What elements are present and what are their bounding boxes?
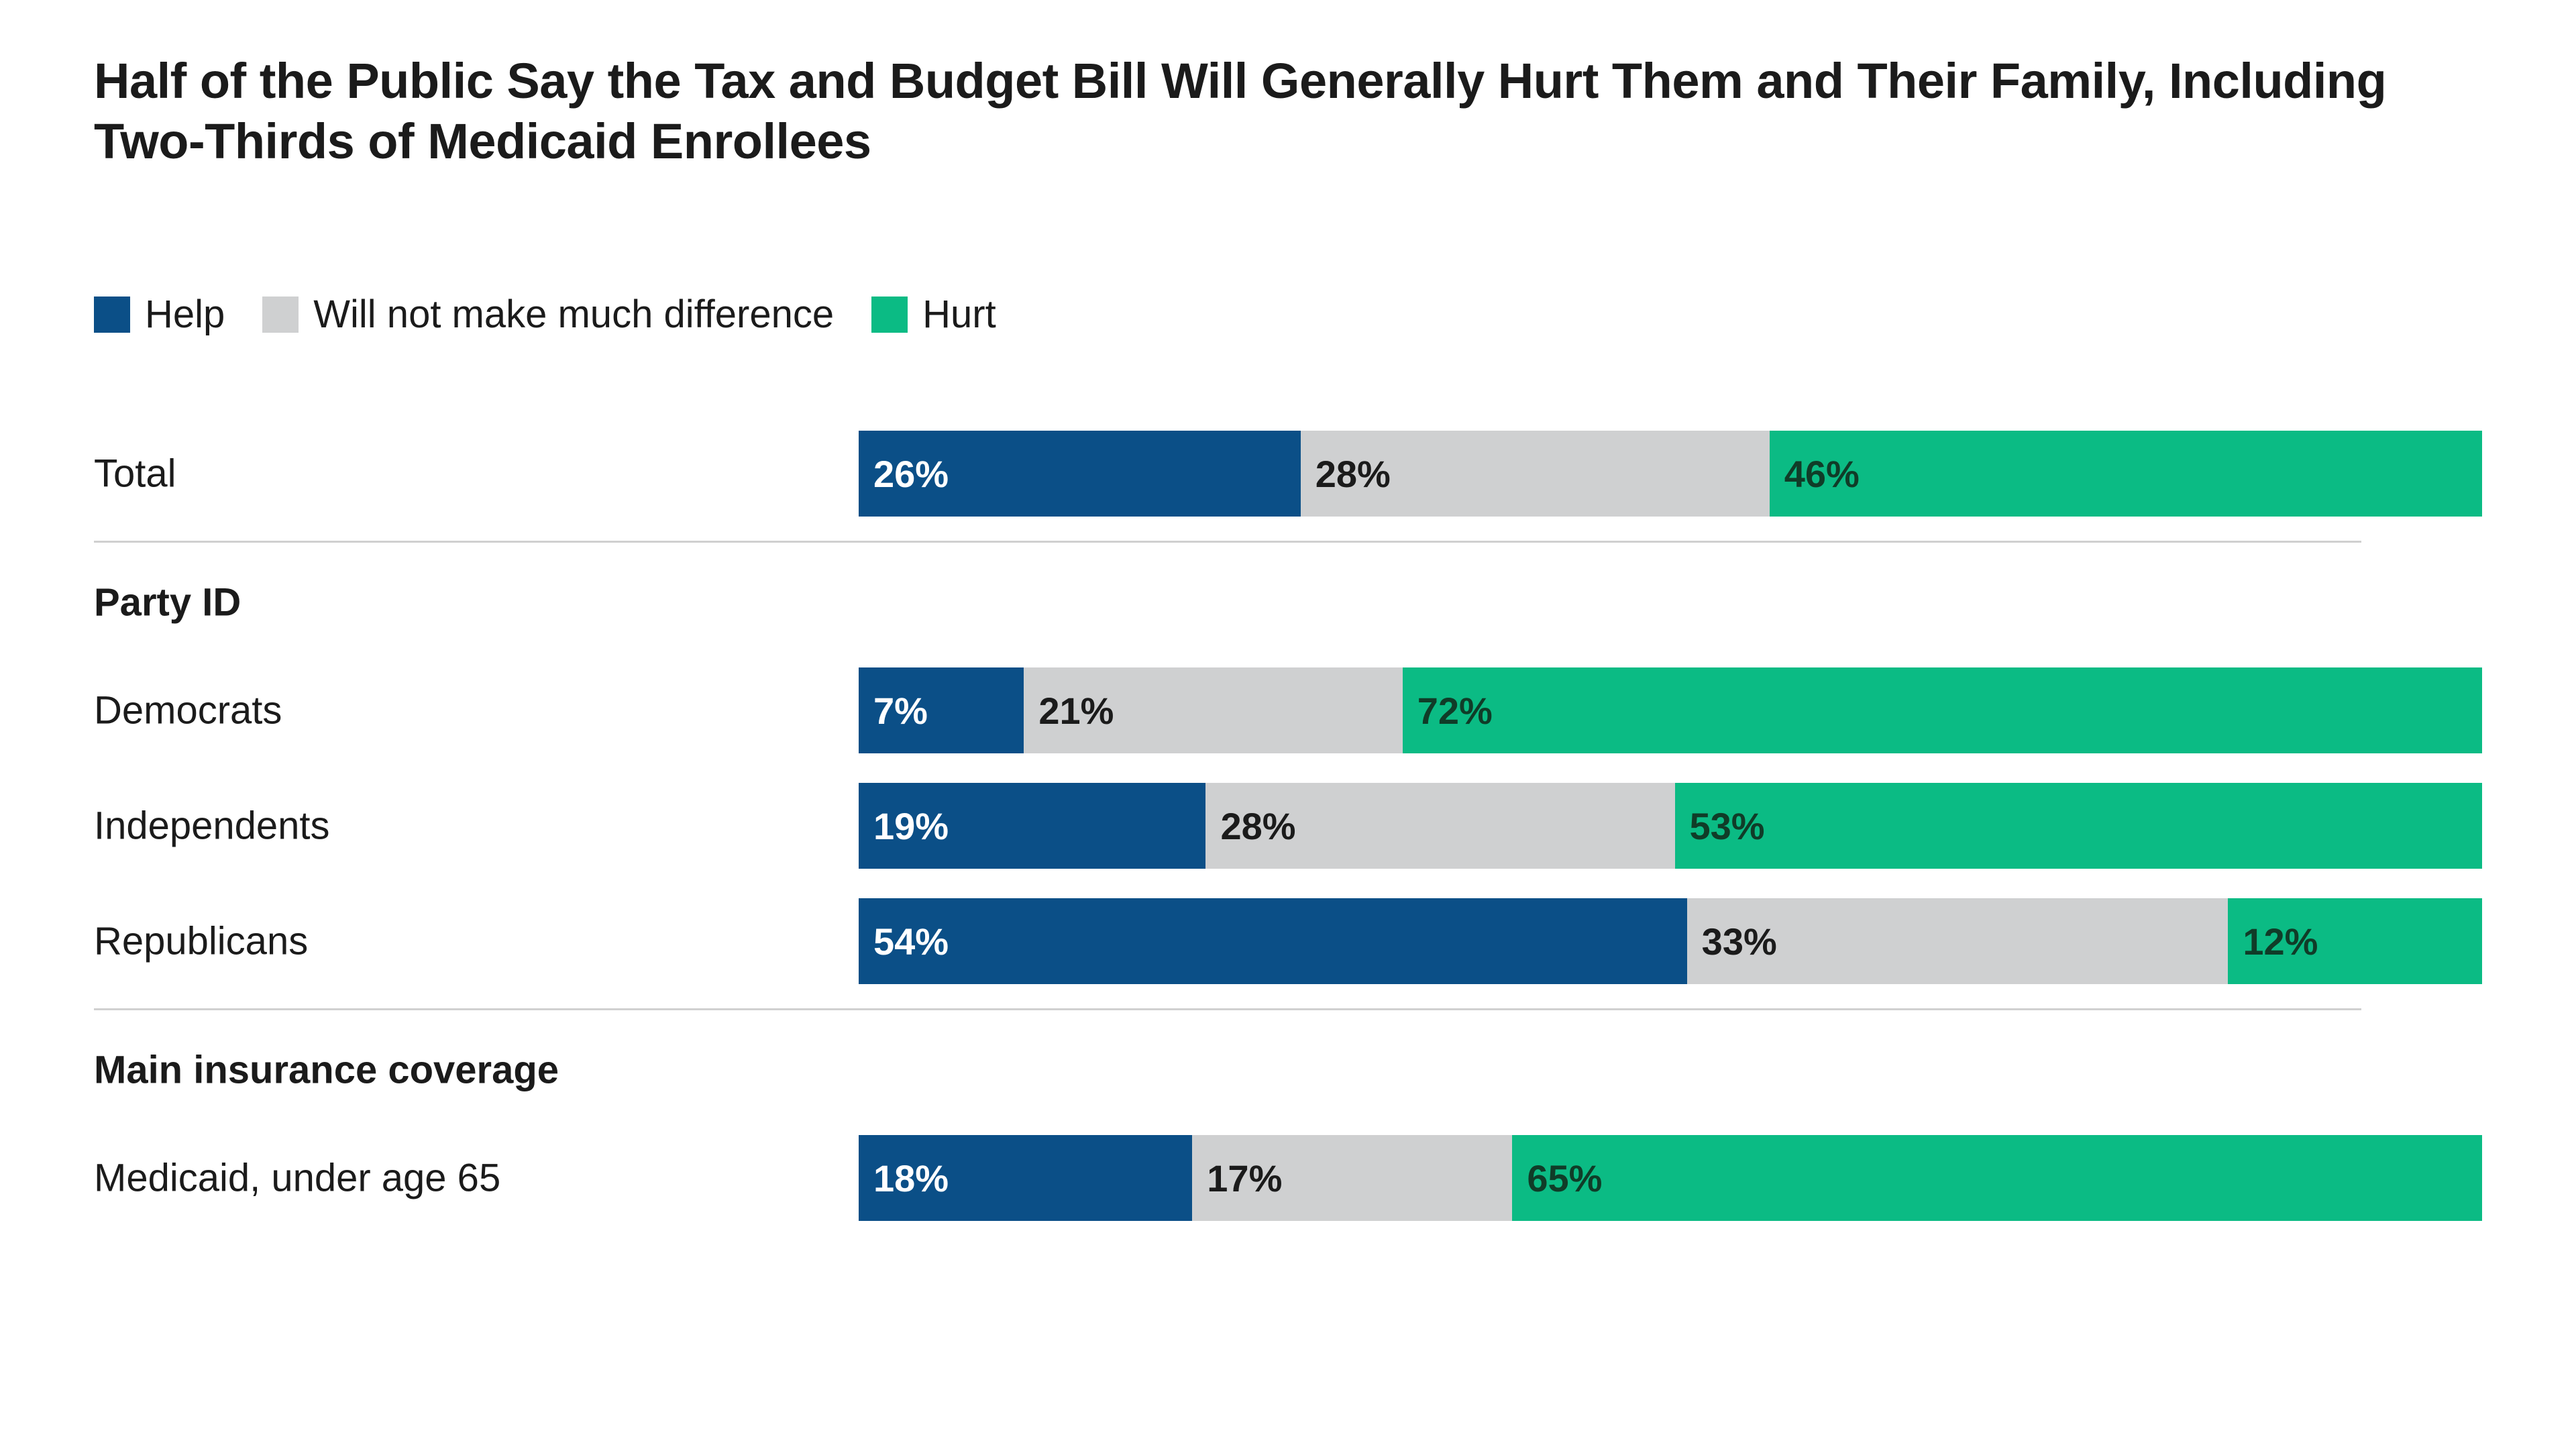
legend-item-hurt [871, 292, 996, 336]
chart-body [94, 416, 2482, 1236]
chart-legend [94, 292, 1034, 336]
bar-value-hurt: 46% [1784, 452, 1860, 495]
section-heading-insurance-label: Main insurance coverage [94, 1048, 559, 1092]
bar-value-hurt: 12% [2243, 920, 2318, 963]
stacked-bar-total [859, 431, 2482, 517]
stacked-bar-independents [859, 783, 2482, 869]
bar-segment-help [859, 431, 1301, 517]
bar-value-help: 19% [873, 804, 949, 847]
bar-segment-help [859, 898, 1687, 984]
stacked-bar-medicaid [859, 1135, 2482, 1221]
chart-row-medicaid [94, 1120, 2482, 1236]
bar-value-help: 7% [873, 689, 928, 732]
bar-segment-hurt [1675, 783, 2482, 869]
stacked-bar-democrats [859, 667, 2482, 753]
bar-value-help: 54% [873, 920, 949, 963]
section-heading-party-id-label: Party ID [94, 580, 241, 625]
row-label-medicaid: Medicaid, under age 65 [94, 1156, 501, 1200]
legend-swatch-hurt [871, 297, 908, 333]
bar-segment-help [859, 667, 1024, 753]
legend-item-no-difference [262, 292, 835, 336]
bar-segment-no-difference [1301, 431, 1770, 517]
bar-segment-hurt [1403, 667, 2482, 753]
chart-title: Half of the Public Say the Tax and Budget Bill Will Generally Hurt Them and Their Family, Including Two-Thirds of Medicaid Enrollees [94, 53, 2387, 170]
section-heading-party-id [94, 552, 2482, 653]
chart-row-total [94, 416, 2482, 531]
bar-value-no-difference: 28% [1315, 452, 1391, 495]
bar-value-hurt: 72% [1417, 689, 1493, 732]
stacked-bar-republicans [859, 898, 2482, 984]
row-label-republicans: Republicans [94, 919, 309, 963]
bar-segment-no-difference [1205, 783, 1674, 869]
chart-row-independents [94, 768, 2482, 883]
legend-label-hurt: Hurt [922, 292, 996, 336]
bar-segment-help [859, 783, 1205, 869]
section-divider [94, 541, 2361, 543]
legend-item-help [94, 292, 225, 336]
chart-row-republicans [94, 883, 2482, 999]
bar-segment-help [859, 1135, 1192, 1221]
row-label-independents: Independents [94, 804, 330, 848]
bar-value-help: 18% [873, 1157, 949, 1199]
legend-label-no-difference: Will not make much difference [313, 292, 835, 336]
row-label-total: Total [94, 451, 176, 496]
legend-label-help: Help [145, 292, 225, 336]
bar-value-no-difference: 28% [1220, 804, 1296, 847]
bar-segment-no-difference [1192, 1135, 1512, 1221]
section-divider [94, 1008, 2361, 1010]
bar-segment-no-difference [1024, 667, 1402, 753]
bar-segment-hurt [1512, 1135, 2482, 1221]
bar-segment-hurt [1770, 431, 2482, 517]
section-heading-insurance [94, 1020, 2482, 1120]
bar-value-hurt: 65% [1527, 1157, 1603, 1199]
legend-swatch-help [94, 297, 130, 333]
bar-value-help: 26% [873, 452, 949, 495]
bar-segment-no-difference [1687, 898, 2229, 984]
bar-value-no-difference: 21% [1038, 689, 1114, 732]
row-label-democrats: Democrats [94, 688, 282, 733]
bar-segment-hurt [2228, 898, 2482, 984]
bar-value-hurt: 53% [1689, 804, 1765, 847]
bar-value-no-difference: 17% [1207, 1157, 1283, 1199]
legend-swatch-no-difference [262, 297, 299, 333]
bar-value-no-difference: 33% [1701, 920, 1777, 963]
chart-row-democrats [94, 653, 2482, 768]
